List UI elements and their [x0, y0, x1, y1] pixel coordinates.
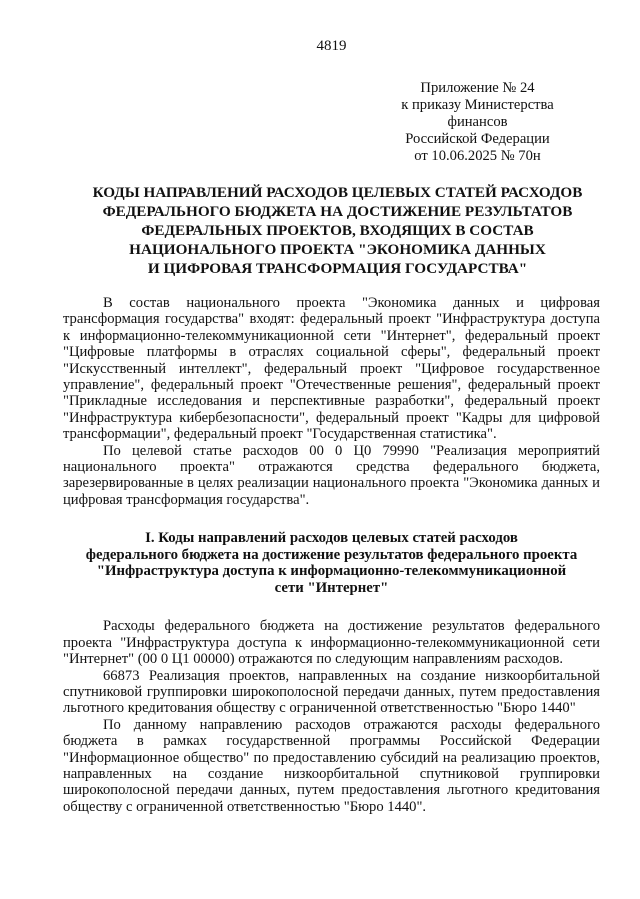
title-line: И ЦИФРОВАЯ ТРАНСФОРМАЦИЯ ГОСУДАРСТВА" — [147, 260, 528, 277]
title-line: ФЕДЕРАЛЬНОГО БЮДЖЕТА НА ДОСТИЖЕНИЕ РЕЗУЛЬТАТОВ — [102, 203, 573, 220]
section-title-line: I. Коды направлений расходов целевых статей расходов — [145, 530, 518, 547]
intro-section — [63, 295, 600, 508]
appendix-line: к приказу Министерства финансов — [401, 97, 554, 130]
intro-paragraph: В состав национального проекта "Экономика данных и цифровая трансформация государства" входят: федеральный проект "Инфраструктура доступа к информационно-телекоммуникационной сети "Интернет", федеральный проект "Цифровые платформы в отраслях социальной сферы", федеральный проект "Искусственный интеллект", федеральный проект "Цифровое государственное управление", федеральный проект "Отечественные решения", федеральный проект "Прикладные исследования и перспективные разработки", федеральный проект "Инфраструктура кибербезопасности", федеральный проект "Кадры для цифровой трансформации", федеральный проект "Государственная статистика". — [63, 295, 600, 443]
title-line: ФЕДЕРАЛЬНЫХ ПРОЕКТОВ, ВХОДЯЩИХ В СОСТАВ — [141, 222, 534, 239]
appendix-line: Приложение № 24 — [420, 80, 535, 96]
intro-paragraph: По целевой статье расходов 00 0 Ц0 79990 "Реализация мероприятий национального проекта" отражаются средства федерального бюджета, зарезервированные в целях реализации национального проекта "Экономика данных и цифровая трансформация государства". — [63, 442, 600, 508]
section-paragraph: По данному направлению расходов отражаются расходы федерального бюджета в рамках государственной программы Российской Федерации "Информационное общество" по предоставлению субсидий на реализацию проектов, направленных на создание низкоорбитальной спутниковой группировки широкополосной передачи данных, путем предоставления льготного кредитования обществу с ограниченной ответственностью "Бюро 1440". — [63, 716, 600, 815]
title-line: КОДЫ НАПРАВЛЕНИЙ РАСХОДОВ ЦЕЛЕВЫХ СТАТЕЙ РАСХОДОВ — [92, 184, 583, 201]
section-paragraph: Расходы федерального бюджета на достижение результатов федерального проекта "Инфраструктура доступа к информационно-телекоммуникационной сети "Интернет" (00 0 Ц1 00000) отражаются по следующим направлениям расходов. — [63, 618, 600, 668]
section-1-body — [63, 618, 600, 815]
page-number: 4819 — [316, 38, 347, 54]
title-line: НАЦИОНАЛЬНОГО ПРОЕКТА "ЭКОНОМИКА ДАННЫХ — [129, 241, 546, 258]
section-title-line: федерального бюджета на достижение результатов федерального проекта — [85, 546, 578, 563]
section-title-line: сети "Интернет" — [274, 579, 389, 596]
section-title-line: "Инфраструктура доступа к информационно-телекоммуникационной — [96, 563, 567, 580]
document-title — [63, 183, 600, 278]
appendix-block — [393, 80, 600, 165]
appendix-line: от 10.06.2025 № 70н — [414, 148, 541, 164]
section-paragraph: 66873 Реализация проектов, направленных на создание низкоорбитальной спутниковой группировки широкополосной передачи данных, путем предоставления льготного кредитования обществу с ограниченной ответственностью "Бюро 1440" — [63, 667, 600, 717]
section-1-title — [63, 530, 600, 596]
appendix-line: Российской Федерации — [405, 131, 550, 147]
